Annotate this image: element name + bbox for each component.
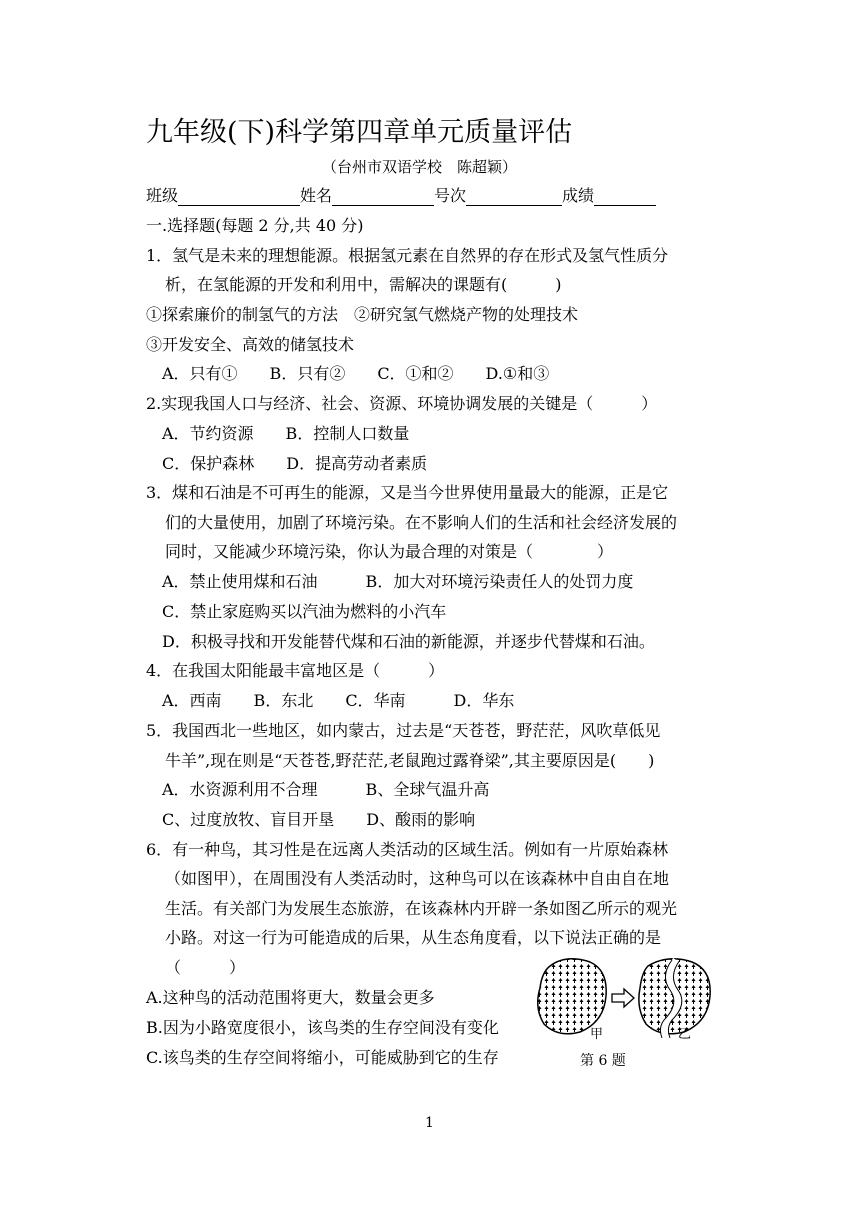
q4-line1: 4．在我国太阳能最丰富地区是（ ） [146,661,445,680]
q2-options-2: C．保护森林 D．提高劳动者素质 [162,454,428,473]
label-yi: 乙 [678,1027,692,1040]
q3-option-c: C．禁止家庭购买以汽油为燃料的小汽车 [162,602,447,621]
q4-options: A．西南 B．东北 C．华南 D．华东 [162,691,515,710]
q6-line2: （如图甲），在周围没有人类活动时，这种鸟可以在该森林中自由自在地 [165,869,670,888]
q1-line2: 析，在氢能源的开发和利用中，需解决的课题有( ) [165,275,562,294]
q3-options-ab: A．禁止使用煤和石油 B．加大对环境污染责任人的处罚力度 [162,572,634,591]
q1-line1: 1．氢气是未来的理想能源。根据氢元素在自然界的存在形式及氢气性质分 [146,246,669,265]
q6-option-c: C.该鸟类的生存空间将缩小，可能威胁到它的生存 [146,1048,499,1067]
forest-figure [536,956,718,1040]
q6-line1: 6．有一种鸟，其习性是在远离人类活动的区域生活。例如有一片原始森林 [146,840,669,859]
q6-line3: 生活。有关部门为发展生态旅游，在该森林内开辟一条如图乙所示的观光 [165,899,678,918]
q1-options: A．只有① B．只有② C．①和② D.①和③ [162,364,550,383]
q6-line5: （ ） [165,958,246,977]
q3-line3: 同时，又能减少环境污染，你认为最合理的对策是（ ） [165,542,614,561]
q6-line4: 小路。对这一行为可能造成的后果，从生态角度看，以下说法正确的是 [165,928,662,947]
q2-options-1: A．节约资源 B．控制人口数量 [162,424,410,443]
class-blank [178,189,300,206]
q5-line2: 牛羊”,现在则是“天苍苍,野茫茫,老鼠跑过露脊梁”,其主要原因是( ) [165,751,655,770]
arrow-shape [612,989,634,1007]
q5-line1: 5．我国西北一些地区，如内蒙古，过去是“天苍苍，野茫茫，风吹草低见 [146,721,661,740]
q1-line4: ③开发安全、高效的储氢技术 [146,335,355,354]
q5-options-1: A．水资源利用不合理 B、全球气温升高 [162,780,490,799]
q3-line1: 3．煤和石油是不可再生的能源，又是当今世界使用量最大的能源，正是它 [146,483,669,502]
section-heading: 一.选择题(每题 2 分,共 40 分) [146,216,364,235]
label-jia: 甲 [590,1027,604,1040]
q3-line2: 们的大量使用，加剧了环境污染。在不影响人们的生活和社会经济发展的 [165,513,678,532]
score-blank [594,189,656,206]
class-label: 班级 [146,186,179,205]
number-blank [466,189,562,206]
q5-options-2: C、过度放牧、盲目开垦 D、酸雨的影响 [162,810,476,829]
forest-a-shape [538,959,606,1034]
score-label: 成绩 [562,186,595,205]
name-label: 姓名 [300,186,333,205]
q6-option-b: B.因为小路宽度很小，该鸟类的生存空间没有变化 [146,1018,499,1037]
figure-caption: 第 6 题 [580,1053,626,1069]
q3-option-d: D．积极寻找和开发能替代煤和石油的新能源，并逐步代替煤和石油。 [162,632,655,651]
q1-line3: ①探索廉价的制氢气的方法 ②研究氢气燃烧产物的处理技术 [146,305,579,324]
student-info-row [146,186,656,206]
number-label: 号次 [434,186,467,205]
q6-option-a: A.这种鸟的活动范围将更大，数量会更多 [146,988,435,1007]
page-number: 1 [425,1115,434,1131]
page-title: 九年级(下)科学第四章单元质量评估 [146,117,573,148]
q2-line1: 2.实现我国人口与经济、社会、资源、环境协调发展的关键是（ ） [146,394,658,413]
name-blank [332,189,434,206]
author-line: （台州市双语学校 陈超颖） [322,158,518,176]
